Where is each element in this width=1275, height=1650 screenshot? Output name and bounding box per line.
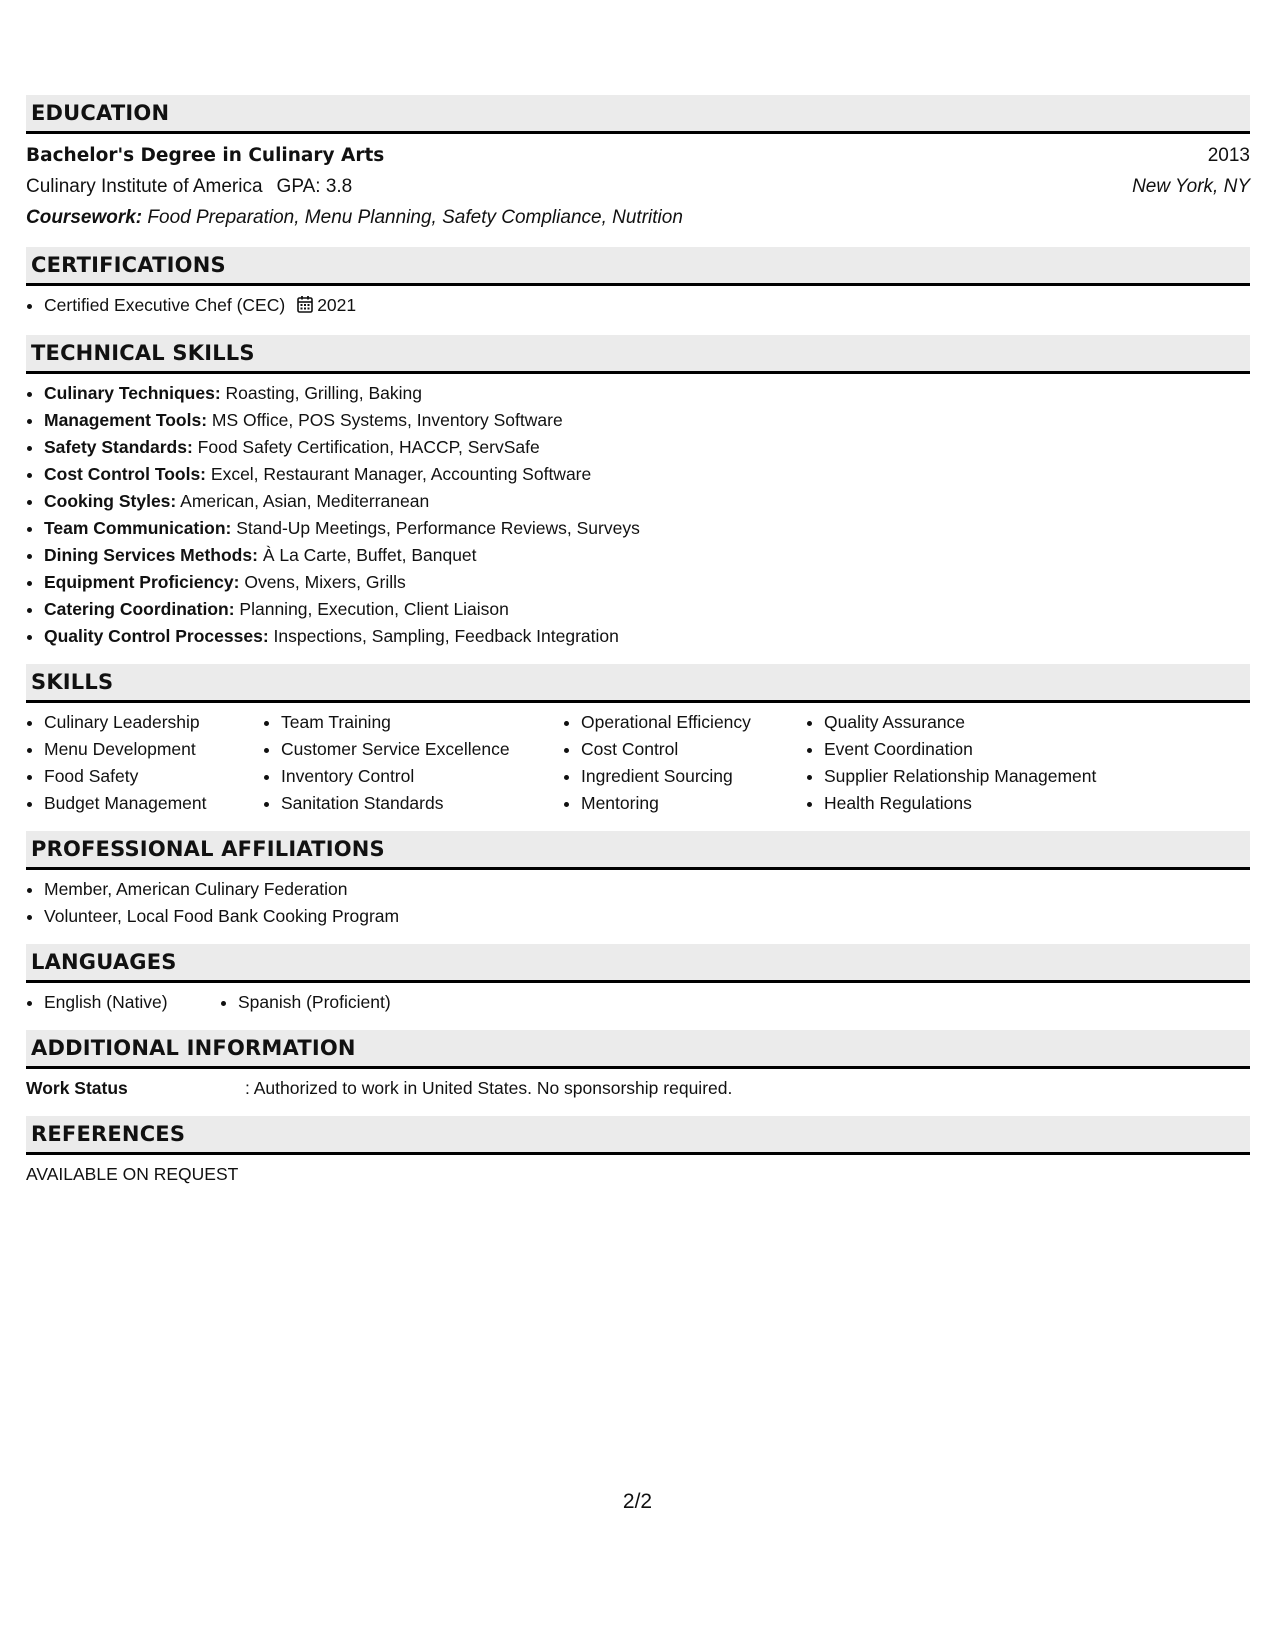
list-item — [44, 623, 1250, 650]
technical-skills-section — [26, 335, 1250, 650]
school-name: Culinary Institute of America — [26, 176, 263, 197]
skill-category-value: Ovens, Mixers, Grills — [244, 572, 406, 592]
list-item: • Operational Efficiency — [581, 709, 806, 736]
certification-year: 2021 — [317, 295, 357, 315]
skill-category-value: À La Carte, Buffet, Banquet — [262, 545, 477, 565]
list-item: • Culinary Leadership — [44, 709, 263, 736]
certification-name: Certified Executive Chef (CEC) — [44, 295, 286, 315]
list-item: • Spanish (Proficient) — [238, 989, 391, 1016]
list-item — [44, 407, 1250, 434]
list-item — [44, 434, 1250, 461]
list-item — [44, 488, 1250, 515]
skill-category-label: Cost Control Tools: — [44, 464, 207, 484]
skills-section — [26, 664, 1250, 817]
gpa: GPA: 3.8 — [276, 176, 353, 197]
list-item: • Cost Control — [581, 736, 806, 763]
list-item — [44, 596, 1250, 623]
skill-category-value: Roasting, Grilling, Baking — [225, 383, 423, 403]
list-item — [44, 569, 1250, 596]
certifications-list — [26, 292, 1250, 321]
languages-section — [26, 944, 1250, 1016]
skill-category-value: Inspections, Sampling, Feedback Integration — [273, 626, 619, 646]
page-number: 2/2 — [622, 1490, 653, 1513]
skill-category-value: American, Asian, Mediterranean — [180, 491, 430, 511]
list-item: • Quality Assurance — [824, 709, 1204, 736]
work-status-value: : Authorized to work in United States. No sponsorship required. — [245, 1078, 733, 1098]
skill-category-label: Dining Services Methods: — [44, 545, 258, 565]
skills-column — [26, 709, 263, 817]
skill-category-label: Cooking Styles: — [44, 491, 177, 511]
list-item: • Member, American Culinary Federation — [44, 876, 1250, 903]
resume-page — [26, 95, 1250, 1202]
skill-category-value: Food Safety Certification, HACCP, ServSafe — [197, 437, 540, 457]
coursework-row — [26, 202, 1250, 233]
skill-category-label: Culinary Techniques: — [44, 383, 221, 403]
languages-heading: LANGUAGES — [26, 944, 1250, 983]
list-item: • Food Safety — [44, 763, 263, 790]
list-item: • Customer Service Excellence — [281, 736, 563, 763]
skill-category-label: Equipment Proficiency: — [44, 572, 240, 592]
affiliations-section — [26, 831, 1250, 930]
affiliations-heading: PROFESSIONAL AFFILIATIONS — [26, 831, 1250, 870]
education-school-row — [26, 171, 1250, 202]
list-item: • Supplier Relationship Management — [824, 763, 1204, 790]
skills-heading: SKILLS — [26, 664, 1250, 703]
technical-skills-heading: TECHNICAL SKILLS — [26, 335, 1250, 374]
certifications-heading: CERTIFICATIONS — [26, 247, 1250, 286]
skill-category-value: MS Office, POS Systems, Inventory Software — [211, 410, 563, 430]
additional-info-section — [26, 1030, 1250, 1102]
list-item: • Ingredient Sourcing — [581, 763, 806, 790]
technical-skills-list — [26, 380, 1250, 650]
skills-column — [563, 709, 806, 817]
list-item — [44, 292, 1250, 321]
education-degree-row — [26, 140, 1250, 171]
references-section — [26, 1116, 1250, 1188]
calendar-icon — [297, 294, 313, 321]
list-item: • Health Regulations — [824, 790, 1204, 817]
list-item: • Menu Development — [44, 736, 263, 763]
coursework-label: Coursework: — [26, 207, 143, 228]
references-text: AVAILABLE ON REQUEST — [26, 1164, 239, 1184]
list-item — [44, 461, 1250, 488]
education-section — [26, 95, 1250, 233]
skills-column — [806, 709, 1204, 817]
references-heading: REFERENCES — [26, 1116, 1250, 1155]
additional-info-heading: ADDITIONAL INFORMATION — [26, 1030, 1250, 1069]
list-item — [44, 380, 1250, 407]
skill-category-label: Safety Standards: — [44, 437, 193, 457]
certifications-section — [26, 247, 1250, 321]
skill-category-label: Quality Control Processes: — [44, 626, 269, 646]
work-status-label: Work Status — [26, 1078, 128, 1098]
degree-title: Bachelor's Degree in Culinary Arts — [26, 145, 385, 166]
list-item: • Event Coordination — [824, 736, 1204, 763]
list-item — [44, 542, 1250, 569]
languages-list — [26, 989, 1250, 1016]
school-location: New York, NY — [1132, 176, 1250, 197]
list-item — [44, 515, 1250, 542]
education-heading: EDUCATION — [26, 95, 1250, 134]
work-status-row — [26, 1075, 1250, 1102]
list-item: • Inventory Control — [281, 763, 563, 790]
affiliations-list — [26, 876, 1250, 930]
skill-category-value: Excel, Restaurant Manager, Accounting Software — [210, 464, 592, 484]
list-item: • Sanitation Standards — [281, 790, 563, 817]
list-item: • Mentoring — [581, 790, 806, 817]
skill-category-label: Catering Coordination: — [44, 599, 235, 619]
skills-column — [263, 709, 563, 817]
list-item: • Budget Management — [44, 790, 263, 817]
skill-category-label: Management Tools: — [44, 410, 208, 430]
skills-grid — [26, 709, 1250, 817]
education-body — [26, 140, 1250, 233]
graduation-year: 2013 — [1207, 145, 1250, 166]
list-item: • Team Training — [281, 709, 563, 736]
skill-category-value: Planning, Execution, Client Liaison — [239, 599, 509, 619]
list-item: • English (Native) — [44, 989, 220, 1016]
skill-category-value: Stand-Up Meetings, Performance Reviews, Surveys — [236, 518, 640, 538]
coursework-list: Food Preparation, Menu Planning, Safety Compliance, Nutrition — [147, 207, 683, 228]
skill-category-label: Team Communication: — [44, 518, 232, 538]
list-item: • Volunteer, Local Food Bank Cooking Program — [44, 903, 1250, 930]
